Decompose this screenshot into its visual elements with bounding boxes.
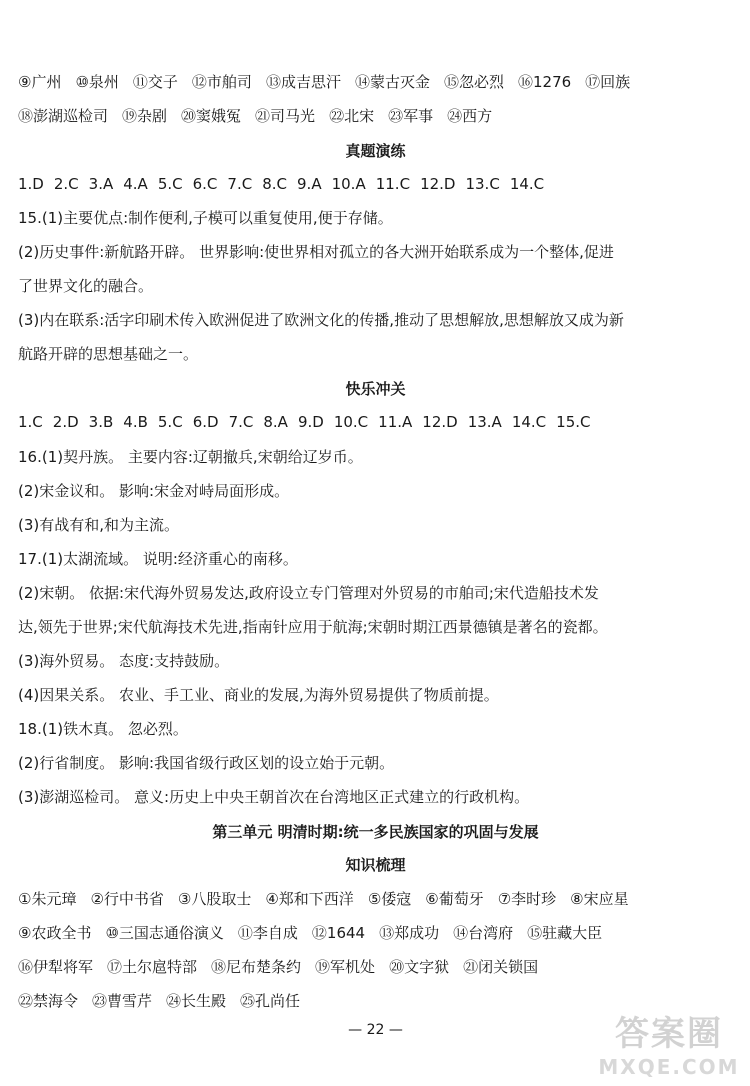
term: ⑭台湾府	[453, 924, 514, 942]
mc-answer: 14.C	[511, 413, 547, 431]
term: ㉓曹雪芹	[92, 992, 153, 1010]
q17-line-4: (3)海外贸易。 态度:支持鼓励。	[18, 652, 230, 670]
mc-answer: 6.C	[192, 175, 218, 193]
q17-line-3: 达,领先于世界;宋代航海技术先进,指南针应用于航海;宋朝时期江西景德镇是著名的瓷都。	[18, 618, 608, 636]
mc-answer: 15.C	[556, 413, 591, 431]
mc-answer: 9.D	[297, 413, 324, 431]
q16-line-3: (3)有战有和,和为主流。	[18, 516, 180, 534]
term: ⑪交子	[132, 73, 178, 91]
q18-line-3: (3)澎湖巡检司。 意义:历史上中央王朝首次在台湾地区正式建立的行政机构。	[18, 788, 530, 806]
term: ㉔西方	[447, 107, 493, 125]
term: ⑩泉州	[75, 73, 119, 91]
term: ⑳文字狱	[389, 958, 450, 976]
unit3-terms-row-3	[18, 957, 552, 977]
mc-answer: 9.A	[297, 175, 322, 193]
term: ㉑司马光	[255, 107, 316, 125]
mc-answer: 5.C	[157, 413, 183, 431]
mc-answer: 12.D	[422, 413, 458, 431]
mc-answer: 6.D	[192, 413, 219, 431]
mc-answer: 10.A	[331, 175, 366, 193]
term: ⑧宋应星	[570, 890, 629, 908]
mc-answer: 12.D	[420, 175, 456, 193]
q16-line-2: (2)宋金议和。 影响:宋金对峙局面形成。	[18, 482, 290, 500]
q15-line-5: 航路开辟的思想基础之一。	[18, 345, 199, 363]
unit3-terms-row-2	[18, 923, 616, 943]
q16-line-1: 16.(1)契丹族。 主要内容:辽朝撤兵,宋朝给辽岁币。	[18, 448, 363, 466]
term: ㉔长生殿	[166, 992, 227, 1010]
page-number: — 22 —	[348, 1022, 403, 1038]
term: ⑮驻藏大臣	[527, 924, 603, 942]
term: ⑳窦娥冤	[181, 107, 242, 125]
mc-answer: 7.C	[228, 413, 254, 431]
mc-answer: 4.B	[123, 413, 148, 431]
kuaile-multiple-choice	[18, 412, 601, 432]
term: ⑩三国志通俗演义	[105, 924, 224, 942]
section-heading-zhenti: 真题演练	[345, 142, 406, 160]
watermark-logo	[594, 1006, 744, 1078]
term: ⑬成吉思汗	[265, 73, 341, 91]
term: ㉒禁海令	[18, 992, 79, 1010]
term: ③八股取士	[177, 890, 252, 908]
mc-answer: 8.C	[262, 175, 288, 193]
q17-line-2: (2)宋朝。 依据:宋代海外贸易发达,政府设立专门管理对外贸易的市舶司;宋代造船技术发	[18, 584, 599, 602]
term: ⑭蒙古灭金	[354, 73, 430, 91]
q15-line-1: 15.(1)主要优点:制作便利,子模可以重复使用,便于存储。	[18, 209, 393, 227]
watermark-url: MXQE.COM	[598, 1055, 740, 1079]
term: ⑯1276	[517, 73, 572, 91]
mc-answer: 10.C	[333, 413, 369, 431]
mc-answer: 5.C	[157, 175, 183, 193]
term: ⑲杂剧	[122, 107, 168, 125]
q15-line-2: (2)历史事件:新航路开辟。 世界影响:使世界相对孤立的各大洲开始联系成为一个整体,促进	[18, 243, 614, 261]
q17-line-1: 17.(1)太湖流域。 说明:经济重心的南移。	[18, 550, 298, 568]
terms-row-1	[18, 72, 644, 92]
term: ④郑和下西洋	[265, 890, 354, 908]
term: ⑤倭寇	[367, 890, 412, 908]
term: ⑨广州	[18, 73, 62, 91]
mc-answer: 7.C	[227, 175, 253, 193]
term: ⑰回族	[585, 73, 631, 91]
term: ⑯伊犁将军	[18, 958, 94, 976]
mc-answer: 3.B	[88, 413, 114, 431]
unit3-heading: 第三单元 明清时期:统一多民族国家的巩固与发展	[212, 823, 539, 841]
mc-answer: 13.A	[467, 413, 502, 431]
mc-answer: 4.A	[123, 175, 148, 193]
term: ㉑闭关锁国	[463, 958, 539, 976]
mc-answer: 11.C	[375, 175, 411, 193]
section-heading-zhishi: 知识梳理	[345, 856, 406, 874]
q15-line-4: (3)内在联系:活字印刷术传入欧洲促进了欧洲文化的传播,推动了思想解放,思想解放又成为新	[18, 311, 624, 329]
section-heading-kuaile: 快乐冲关	[345, 380, 406, 398]
answer-page	[18, 0, 733, 1086]
zhenti-multiple-choice	[18, 174, 554, 194]
terms-row-2	[18, 106, 506, 126]
unit3-terms-row-1	[18, 889, 643, 909]
mc-answer: 2.D	[52, 413, 79, 431]
q17-line-5: (4)因果关系。 农业、手工业、商业的发展,为海外贸易提供了物质前提。	[18, 686, 499, 704]
term: ⑰土尔扈特部	[107, 958, 198, 976]
mc-answer: 1.D	[18, 175, 44, 193]
q15-line-3: 了世界文化的融合。	[18, 277, 154, 295]
term: ㉓军事	[388, 107, 434, 125]
term: ⑫市舶司	[191, 73, 252, 91]
mc-answer: 14.C	[509, 175, 545, 193]
mc-answer: 13.C	[465, 175, 500, 193]
mc-answer: 2.C	[53, 175, 79, 193]
term: ⑥葡萄牙	[425, 890, 484, 908]
q18-line-2: (2)行省制度。 影响:我国省级行政区划的设立始于元朝。	[18, 754, 395, 772]
term: ㉕孔尚任	[240, 992, 301, 1010]
term: ⑫1644	[311, 924, 366, 942]
term: ⑦李时珍	[497, 890, 557, 908]
term: ⑮忽必烈	[443, 73, 504, 91]
term: ⑨农政全书	[18, 924, 92, 942]
unit3-terms-row-4	[18, 991, 314, 1011]
mc-answer: 1.C	[18, 413, 43, 431]
term: ②行中书省	[90, 890, 164, 908]
mc-answer: 8.A	[263, 413, 288, 431]
term: ㉒北宋	[329, 107, 375, 125]
mc-answer: 11.A	[378, 413, 413, 431]
term: ⑱尼布楚条约	[211, 958, 302, 976]
mc-answer: 3.A	[88, 175, 114, 193]
watermark-title: 答案圈	[615, 1014, 723, 1054]
term: ⑱澎湖巡检司	[18, 107, 109, 125]
q18-line-1: 18.(1)铁木真。 忽必烈。	[18, 720, 188, 738]
term: ⑬郑成功	[379, 924, 440, 942]
term: ⑪李自成	[237, 924, 298, 942]
term: ⑲军机处	[315, 958, 376, 976]
term: ①朱元璋	[18, 890, 77, 908]
